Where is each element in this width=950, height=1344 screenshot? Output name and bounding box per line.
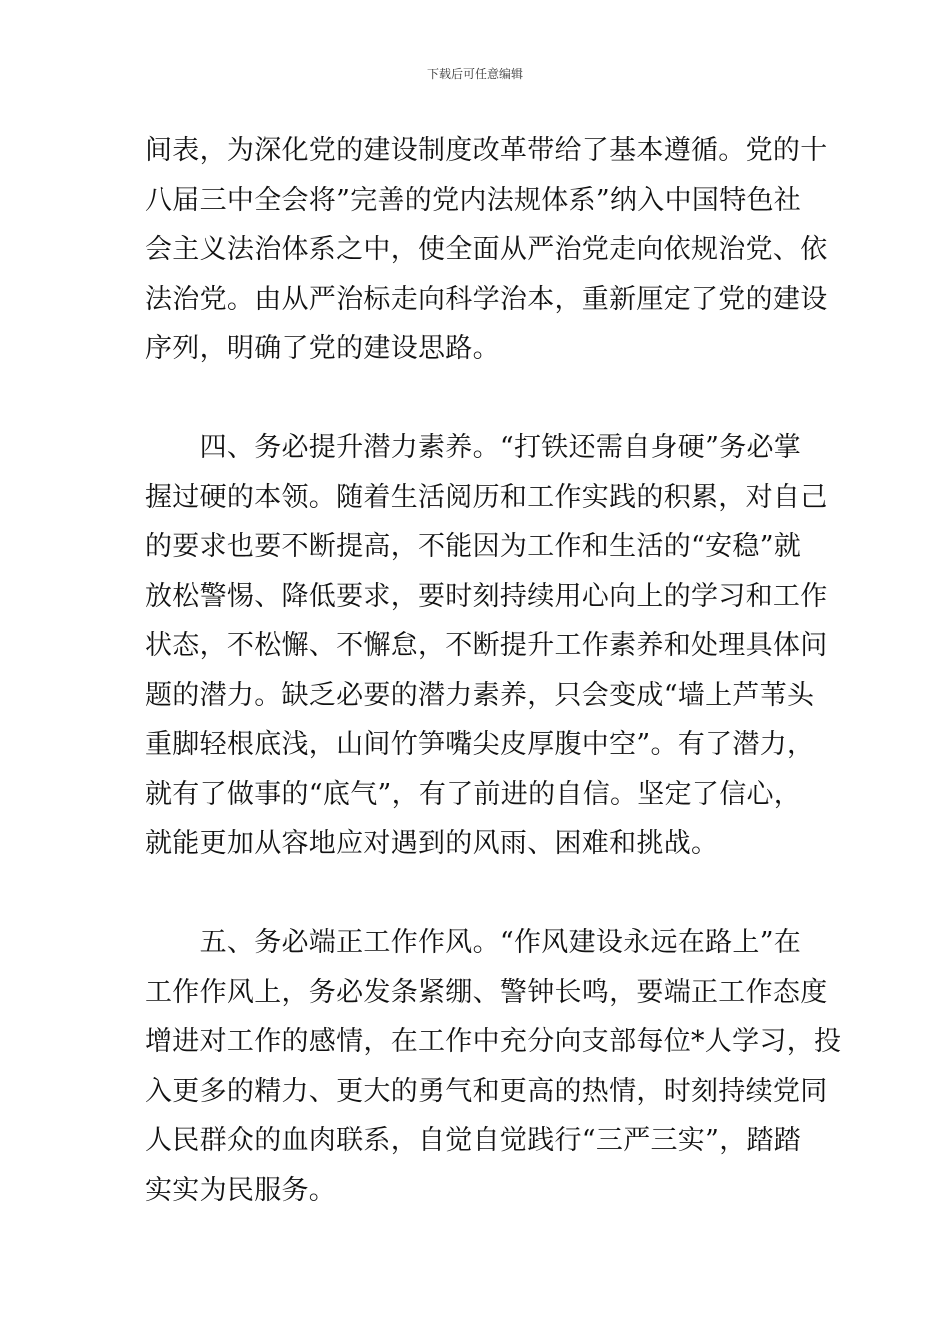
text-line: 序列，明确了党的建设思路。 xyxy=(145,333,500,364)
text-line: 重脚轻根底浅，山间竹笋嘴尖皮厚腹中空”。有了潜力， xyxy=(145,729,815,760)
page-header-note: 下载后可任意编辑 xyxy=(426,67,523,81)
text-line: 四、务必提升潜力素养。“打铁还需自身硬”务必掌 xyxy=(145,432,802,463)
text-line: 法治党。由从严治标走向科学治本，重新厘定了党的建设 xyxy=(145,283,828,315)
text-line: 放松警惕、降低要求，要时刻持续用心向上的学习和工作 xyxy=(145,580,828,612)
text-line: 的要求也要不断提高，不能因为工作和生活的“安稳”就 xyxy=(145,531,802,562)
text-line: 就能更加从容地应对遇到的风雨、困难和挑战。 xyxy=(145,828,719,859)
text-line: 五、务必端正工作作风。“作风建设永远在路上”在 xyxy=(145,927,802,958)
text-line: 就有了做事的“底气”，有了前进的自信。坚定了信心， xyxy=(145,778,802,810)
text-line: 实实为民服务。 xyxy=(145,1174,337,1206)
text-line: 增进对工作的感情，在工作中充分向支部每位*人学习，投 xyxy=(145,1026,842,1057)
paragraph-3 xyxy=(145,918,842,1215)
paragraph-2 xyxy=(145,423,828,869)
text-line: 人民群众的血肉联系，自觉自觉践行“三严三实”，踏踏 xyxy=(145,1125,802,1156)
text-line: 工作作风上，务必发条紧绷、警钟长鸣，要端正工作态度 xyxy=(145,976,828,1008)
text-line: 间表，为深化党的建设制度改革带给了基本遵循。党的十 xyxy=(145,135,828,166)
text-line: 八届三中全会将”完善的党内法规体系”纳入中国特色社 xyxy=(145,184,802,216)
text-line: 会主义法治体系之中，使全面从严治党走向依规治党、依 xyxy=(145,234,828,265)
text-line: 状态，不松懈、不懈怠，不断提升工作素养和处理具体问 xyxy=(145,630,828,661)
text-line: 入更多的精力、更大的勇气和更高的热情，时刻持续党同 xyxy=(145,1075,828,1107)
text-line: 握过硬的本领。随着生活阅历和工作实践的积累，对自己 xyxy=(145,481,828,513)
document-body xyxy=(145,126,842,1215)
text-line: 题的潜力。缺乏必要的潜力素养，只会变成“墙上芦苇头 xyxy=(145,679,815,711)
paragraph-1 xyxy=(145,126,828,374)
